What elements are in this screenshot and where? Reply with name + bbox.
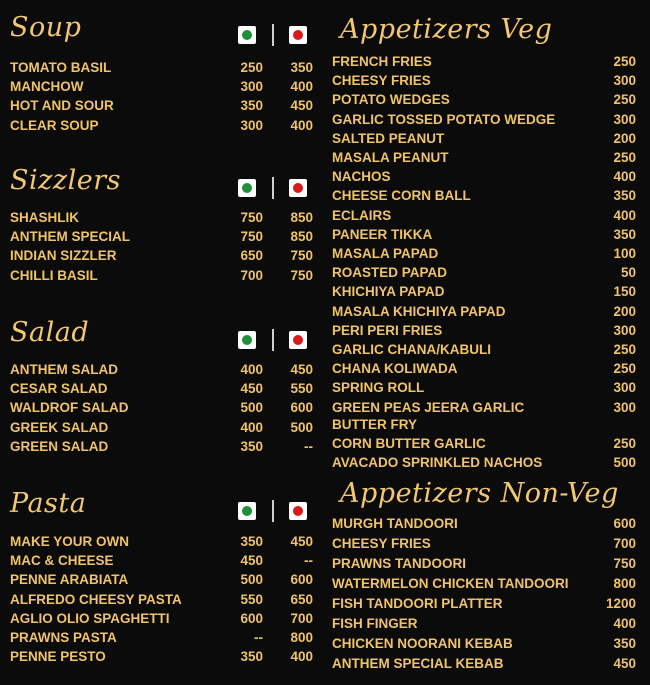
item-price: 150 (613, 284, 636, 300)
veg-price: 350 (240, 98, 263, 114)
item-price: 200 (613, 303, 636, 319)
menu-item-penne-pesto (0, 649, 325, 668)
nonveg-price: 600 (290, 572, 313, 588)
veg-price: 450 (240, 381, 263, 397)
menu-item-masala-papad (330, 246, 650, 265)
item-price: 250 (613, 54, 636, 69)
item-name: GARLIC TOSSED POTATO WEDGE (332, 111, 556, 127)
item-name: FISH FINGER (332, 616, 418, 631)
menu-item-indian-sizzler (0, 248, 325, 267)
menu-item-prawns-pasta (0, 630, 325, 649)
item-name: PRAWNS PASTA (10, 630, 117, 645)
veg-price: 750 (240, 210, 263, 225)
menu-item-roasted-papad (330, 265, 650, 284)
nonveg-symbol-icon (289, 502, 307, 520)
menu-item-shashlik (0, 210, 325, 229)
item-price: 500 (613, 455, 636, 470)
item-name: ALFREDO CHEESY PASTA (10, 591, 182, 607)
veg-price: -- (254, 630, 263, 645)
veg-price: 650 (240, 248, 263, 264)
menu-item-prawns-tandoori (330, 556, 650, 575)
section-title: Appetizers Veg (340, 14, 553, 45)
item-name: POTATO WEDGES (332, 92, 450, 108)
section-title: Soup (10, 12, 82, 43)
divider (272, 177, 274, 199)
nonveg-price: -- (304, 553, 313, 569)
nonveg-price: -- (304, 438, 313, 454)
menu-item-fish-tandoori-platter (330, 596, 650, 615)
item-name: AVACADO SPRINKLED NACHOS (332, 455, 543, 470)
item-price: 250 (613, 435, 636, 451)
nonveg-price: 350 (290, 60, 313, 75)
item-name: MANCHOW (10, 79, 84, 95)
nonveg-price: 700 (290, 610, 313, 626)
item-name: CHICKEN NOORANI KEBAB (332, 636, 513, 651)
menu-item-greek-salad (0, 420, 325, 439)
nonveg-price: 450 (290, 362, 313, 377)
section-title: Sizzlers (10, 165, 121, 196)
section-title: Appetizers Non-Veg (340, 478, 619, 509)
item-name: HOT AND SOUR (10, 98, 114, 114)
menu-item-make-your-own (0, 534, 325, 553)
item-name: AGLIO OLIO SPAGHETTI (10, 610, 170, 626)
veg-price: 400 (240, 419, 263, 435)
item-name: WATERMELON CHICKEN TANDOORI (332, 576, 569, 591)
item-name: INDIAN SIZZLER (10, 248, 117, 264)
nonveg-price: 750 (290, 267, 313, 283)
item-price: 400 (613, 169, 636, 185)
nonveg-price: 850 (290, 229, 313, 245)
veg-price: 250 (240, 60, 263, 75)
item-price: 100 (613, 246, 636, 261)
menu-item-cheesy-fries (330, 73, 650, 92)
menu-item-anthem-salad (0, 362, 325, 381)
item-price: 300 (613, 73, 636, 89)
item-price: 350 (613, 636, 636, 651)
menu-item-cesar-salad (0, 381, 325, 400)
menu-item-khichiya-papad (330, 284, 650, 303)
menu-item-anthem-special-kebab (330, 656, 650, 675)
nonveg-price: 500 (290, 419, 313, 435)
nonveg-price: 800 (290, 630, 313, 645)
veg-nonveg-legend (238, 26, 312, 46)
item-name: MASALA PAPAD (332, 246, 439, 261)
menu-item-avacado-sprinkled-nachos (330, 455, 650, 474)
menu-item-cheese-corn-ball (330, 188, 650, 207)
item-price: 300 (613, 399, 636, 415)
item-name: PERI PERI FRIES (332, 322, 443, 338)
item-price: 400 (613, 616, 636, 631)
item-name: NACHOS (332, 169, 391, 185)
menu-item-corn-butter-garlic (330, 436, 650, 455)
veg-symbol-icon (238, 179, 256, 197)
menu-item-cheesy-fries (330, 536, 650, 555)
veg-symbol-icon (238, 502, 256, 520)
item-name: CORN BUTTER GARLIC (332, 435, 486, 451)
item-price: 800 (613, 576, 636, 591)
item-price: 400 (613, 207, 636, 223)
item-price: 600 (613, 516, 636, 531)
item-price: 1200 (605, 596, 636, 611)
item-name: MAKE YOUR OWN (10, 534, 130, 549)
item-name: CHEESE CORN BALL (332, 188, 471, 204)
item-name: ANTHEM SALAD (10, 362, 118, 377)
section-title: Salad (10, 317, 90, 348)
item-name: MASALA PEANUT (332, 150, 449, 165)
nonveg-price: 650 (290, 591, 313, 607)
item-price: 450 (613, 656, 636, 671)
item-name: WALDROF SALAD (10, 400, 129, 416)
item-price: 350 (613, 188, 636, 204)
veg-price: 600 (240, 610, 263, 626)
item-name: SALTED PEANUT (332, 130, 445, 146)
menu-item-spring-roll (330, 380, 650, 399)
item-name: BUTTER FRY (332, 416, 417, 432)
nonveg-price: 450 (290, 98, 313, 114)
item-name: ANTHEM SPECIAL KEBAB (332, 656, 504, 671)
veg-nonveg-legend (238, 179, 312, 199)
veg-price: 300 (240, 79, 263, 95)
item-name: TOMATO BASIL (10, 60, 112, 75)
item-name: GREEN SALAD (10, 438, 109, 454)
item-name: ECLAIRS (332, 207, 392, 223)
item-price: 350 (613, 226, 636, 242)
item-name: PENNE PESTO (10, 649, 106, 665)
item-name: CLEAR SOUP (10, 117, 99, 133)
divider (272, 329, 274, 351)
nonveg-symbol-icon (289, 331, 307, 349)
veg-price: 450 (240, 553, 263, 569)
menu-item-paneer-tikka (330, 227, 650, 246)
veg-price: 550 (240, 591, 263, 607)
item-name: SHASHLIK (10, 210, 80, 225)
veg-price: 350 (240, 438, 263, 454)
veg-price: 300 (240, 117, 263, 133)
menu-item-tomato-basil (0, 60, 325, 79)
menu-item-nachos (330, 169, 650, 188)
item-price: 250 (613, 361, 636, 377)
item-name: FISH TANDOORI PLATTER (332, 596, 503, 611)
item-name: SPRING ROLL (332, 380, 425, 396)
menu-item-watermelon-chicken-tandoori (330, 576, 650, 595)
item-price: 750 (613, 556, 636, 571)
divider (272, 24, 274, 46)
menu-item-butter-fry (330, 417, 650, 436)
menu-item-manchow (0, 79, 325, 98)
veg-nonveg-legend (238, 502, 312, 522)
menu-item-alfredo-cheesy-pasta (0, 592, 325, 611)
item-name: CHEESY FRIES (332, 73, 431, 89)
item-price: 250 (613, 342, 636, 357)
menu-item-aglio-olio-spaghetti (0, 611, 325, 630)
item-name: CHILLI BASIL (10, 267, 98, 283)
menu-item-waldrof-salad (0, 400, 325, 419)
item-name: KHICHIYA PAPAD (332, 284, 445, 300)
item-name: GARLIC CHANA/KABULI (332, 342, 491, 357)
menu-item-hot-and-sour (0, 98, 325, 117)
item-price: 300 (613, 380, 636, 396)
section-title: Pasta (10, 488, 87, 519)
item-name: FRENCH FRIES (332, 54, 432, 69)
menu-item-chana-koliwada (330, 361, 650, 380)
veg-nonveg-legend (238, 331, 312, 351)
veg-price: 750 (240, 229, 263, 245)
item-price: 250 (613, 150, 636, 165)
menu-item-penne-arabiata (0, 572, 325, 591)
item-price: 250 (613, 92, 636, 108)
veg-symbol-icon (238, 331, 256, 349)
menu-item-masala-khichiya-papad (330, 304, 650, 323)
item-price: 300 (613, 322, 636, 338)
veg-price: 500 (240, 400, 263, 416)
item-price: 700 (613, 536, 636, 551)
item-name: PRAWNS TANDOORI (332, 556, 466, 571)
nonveg-price: 400 (290, 79, 313, 95)
item-name: ROASTED PAPAD (332, 265, 448, 281)
item-name: CHANA KOLIWADA (332, 361, 458, 377)
item-name: CHEESY FRIES (332, 536, 431, 551)
item-name: MAC & CHEESE (10, 553, 114, 569)
nonveg-price: 750 (290, 248, 313, 264)
menu-item-anthem-special (0, 229, 325, 248)
nonveg-price: 450 (290, 534, 313, 549)
veg-price: 700 (240, 267, 263, 283)
menu-item-chicken-noorani-kebab (330, 636, 650, 655)
menu-item-green-salad (0, 439, 325, 458)
item-name: PANEER TIKKA (332, 226, 433, 242)
item-price: 300 (613, 111, 636, 127)
nonveg-price: 400 (290, 117, 313, 133)
item-price: 200 (613, 130, 636, 146)
veg-price: 350 (240, 534, 263, 549)
menu-item-potato-wedges (330, 92, 650, 111)
menu-item-fish-finger (330, 616, 650, 635)
veg-price: 350 (240, 649, 263, 665)
nonveg-symbol-icon (289, 179, 307, 197)
item-name: ANTHEM SPECIAL (10, 229, 131, 245)
item-name: GREEK SALAD (10, 419, 109, 435)
menu-item-chilli-basil (0, 268, 325, 287)
menu-item-masala-peanut (330, 150, 650, 169)
nonveg-price: 550 (290, 381, 313, 397)
menu-item-salted-peanut (330, 131, 650, 150)
item-name: CESAR SALAD (10, 381, 108, 397)
menu-item-eclairs (330, 208, 650, 227)
nonveg-price: 850 (290, 210, 313, 225)
menu-item-peri-peri-fries (330, 323, 650, 342)
veg-price: 400 (240, 362, 263, 377)
veg-price: 500 (240, 572, 263, 588)
item-name: MURGH TANDOORI (332, 516, 458, 531)
menu-item-garlic-tossed-potato-wedge (330, 112, 650, 131)
item-name: GREEN PEAS JEERA GARLIC (332, 399, 525, 415)
divider (272, 500, 274, 522)
item-name: PENNE ARABIATA (10, 572, 129, 588)
nonveg-symbol-icon (289, 26, 307, 44)
nonveg-price: 400 (290, 649, 313, 665)
menu-item-french-fries (330, 54, 650, 73)
menu-item-garlic-chana-kabuli (330, 342, 650, 361)
item-price: 50 (620, 265, 636, 281)
nonveg-price: 600 (290, 400, 313, 416)
item-name: MASALA KHICHIYA PAPAD (332, 303, 506, 319)
menu-item-clear-soup (0, 118, 325, 137)
menu-item-murgh-tandoori (330, 516, 650, 535)
menu-item-mac-cheese (0, 553, 325, 572)
veg-symbol-icon (238, 26, 256, 44)
